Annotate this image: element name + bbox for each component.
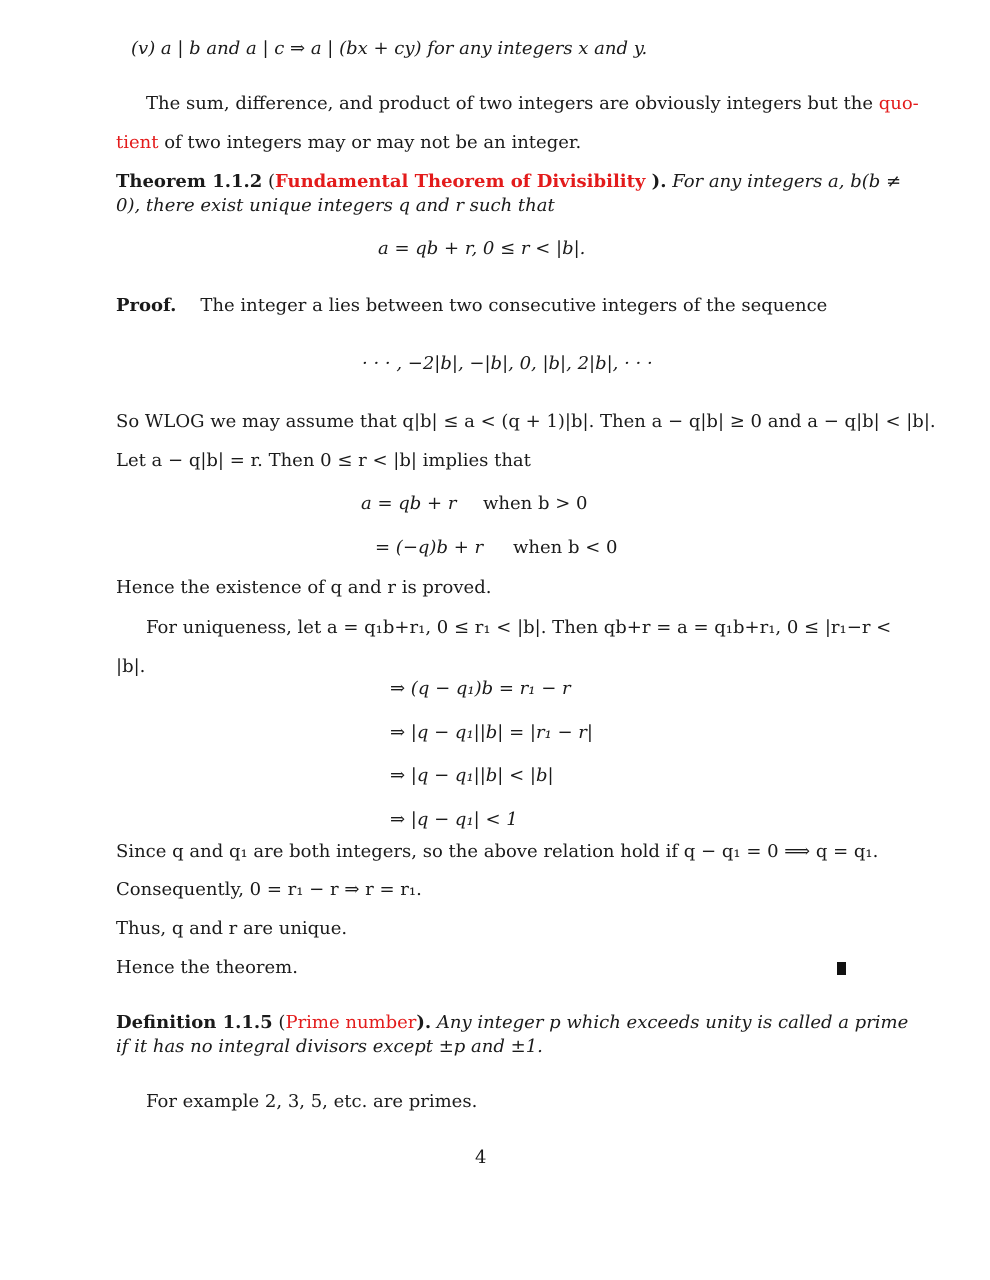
- definition-heading: [116, 1011, 908, 1035]
- definition-statement: Any integer p which exceeds unity is called a prime: [431, 1012, 909, 1033]
- theorem-paren-close: ).: [645, 171, 667, 192]
- implication-step: ⇒ |q − q₁| < 1: [390, 809, 518, 830]
- proof-text: The integer a lies between two consecutive integers of the sequence: [200, 295, 828, 316]
- theorem-paren-open: (: [262, 171, 276, 192]
- implication-step: ⇒ |q − q₁||b| = |r₁ − r|: [390, 722, 593, 743]
- case-condition: when b < 0: [513, 537, 618, 558]
- proof-label: Proof.: [116, 295, 177, 316]
- example-line: For example 2, 3, 5, etc. are primes.: [146, 1091, 478, 1112]
- case-equation: = (−q)b + r: [375, 537, 484, 558]
- quotient-link[interactable]: tient: [116, 132, 159, 153]
- implication-step: ⇒ |q − q₁||b| < |b|: [390, 765, 554, 786]
- theorem-statement: 0), there exist unique integers q and r such that: [116, 195, 555, 216]
- definition-label: Definition 1.1.5: [116, 1012, 273, 1033]
- definition-statement: if it has no integral divisors except ±p and ±1.: [116, 1036, 543, 1057]
- prime-number-link[interactable]: Prime number: [285, 1012, 417, 1033]
- case-condition: when b > 0: [483, 493, 588, 514]
- case-equation: a = qb + r: [361, 493, 457, 514]
- page-number: 4: [475, 1147, 487, 1168]
- proof-line: [116, 294, 827, 318]
- item-v: (v) a | b and a | c ⇒ a | (bx + cy) for any integers x and y.: [131, 38, 648, 59]
- quotient-link[interactable]: quo-: [878, 93, 919, 114]
- theorem-heading: [116, 170, 901, 194]
- theorem-name-link[interactable]: Fundamental Theorem of Divisibility: [275, 171, 646, 192]
- qed-square-icon: [837, 962, 846, 975]
- theorem-statement: For any integers a, b(b ≠: [666, 171, 902, 192]
- wlog-line: So WLOG we may assume that q|b| ≤ a < (q + 1)|b|. Then a − q|b| ≥ 0 and a − q|b| < |b|.: [116, 411, 936, 432]
- theorem-equation: a = qb + r, 0 ≤ r < |b|.: [378, 238, 586, 259]
- consequently-line: Consequently, 0 = r₁ − r ⇒ r = r₁.: [116, 879, 422, 900]
- paragraph-text: The sum, difference, and product of two integers are obviously integers but the: [146, 93, 879, 114]
- paragraph-text: of two integers may or may not be an integer.: [158, 132, 582, 153]
- implication-step: ⇒ (q − q₁)b = r₁ − r: [390, 678, 571, 699]
- hence-line: Hence the theorem.: [116, 957, 298, 978]
- paragraph-line: [116, 131, 581, 155]
- sequence-equation: · · · , −2|b|, −|b|, 0, |b|, 2|b|, · · ·: [362, 353, 653, 374]
- theorem-label: Theorem 1.1.2: [116, 171, 263, 192]
- definition-paren-close: ).: [416, 1012, 432, 1033]
- paragraph-line: [146, 92, 919, 116]
- definition-paren-open: (: [272, 1012, 286, 1033]
- existence-line: Hence the existence of q and r is proved.: [116, 577, 492, 598]
- uniqueness-line: For uniqueness, let a = q₁b+r₁, 0 ≤ r₁ < |b|. Then qb+r = a = q₁b+r₁, 0 ≤ |r₁−r <: [146, 617, 892, 638]
- uniqueness-line: |b|.: [116, 656, 146, 677]
- let-line: Let a − q|b| = r. Then 0 ≤ r < |b| implies that: [116, 450, 531, 471]
- thus-line: Thus, q and r are unique.: [116, 918, 348, 939]
- since-line: Since q and q₁ are both integers, so the above relation hold if q − q₁ = 0 ⟹ q = q₁.: [116, 841, 879, 862]
